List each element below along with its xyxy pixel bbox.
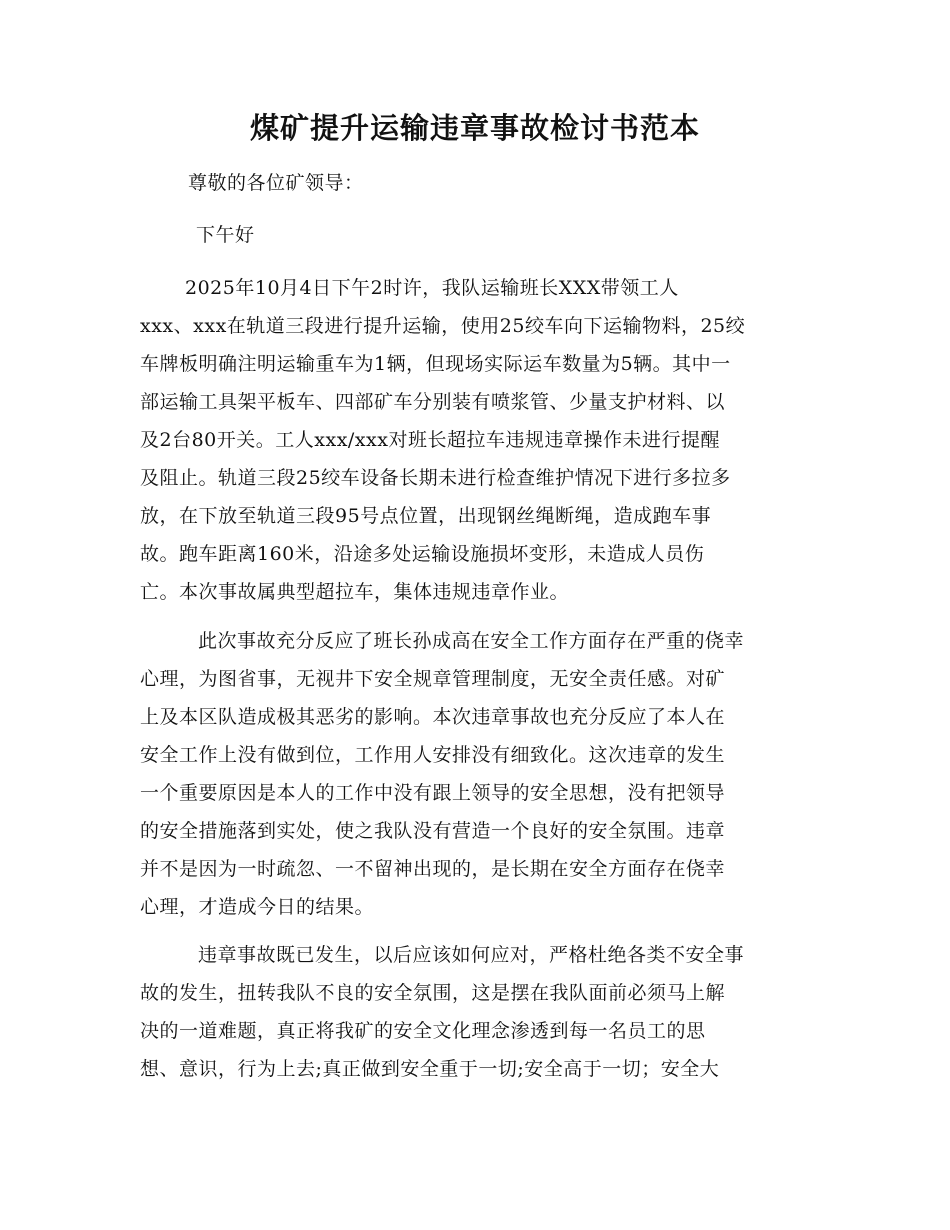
paragraph-2-line-4: 安全工作上没有做到位，工作用人安排没有细致化。这次违章的发生: [140, 744, 726, 766]
paragraph-3-line-2: 故的发生，扭转我队不良的安全氛围，这是摆在我队面前必须马上解: [140, 982, 726, 1004]
greeting: 下午好: [196, 224, 255, 246]
paragraph-2-line-8: 心理，才造成今日的结果。: [140, 896, 375, 918]
paragraph-2-line-2: 心理，为图省事，无视井下安全规章管理制度，无安全责任感。对矿: [140, 668, 726, 690]
paragraph-3-line-4: 想、意识，行为上去;真正做到安全重于一切;安全高于一切；安全大: [140, 1058, 720, 1080]
paragraph-3-line-1: 违章事故既已发生，以后应该如何应对，严格杜绝各类不安全事: [198, 944, 745, 966]
paragraph-1-line-6: 及阻止。轨道三段25绞车设备长期未进行检查维护情况下进行多拉多: [140, 467, 731, 489]
paragraph-1-line-1: 2025年10月4日下午2时许，我队运输班长XXX带领工人: [185, 277, 679, 299]
paragraph-3-line-3: 决的一道难题，真正将我矿的安全文化理念渗透到每一名员工的思: [140, 1020, 706, 1042]
paragraph-1-line-5: 及2台80开关。工人xxx/xxx对班长超拉车违规违章操作未进行提醒: [140, 429, 720, 451]
paragraph-1-line-8: 故。跑车距离160米，沿途多处运输设施损坏变形，未造成人员伤: [140, 543, 705, 565]
paragraph-1-line-3: 车牌板明确注明运输重车为1辆，但现场实际运车数量为5辆。其中一: [140, 353, 731, 375]
paragraph-1-line-2: xxx、xxx在轨道三段进行提升运输，使用25绞车向下运输物料，25绞: [140, 315, 746, 337]
paragraph-2-line-6: 的安全措施落到实处，使之我队没有营造一个良好的安全氛围。违章: [140, 820, 726, 842]
paragraph-1-line-9: 亡。本次事故属典型超拉车，集体违规违章作业。: [140, 581, 570, 603]
salutation: 尊敬的各位矿领导：: [188, 172, 364, 194]
paragraph-2-line-1: 此次事故充分反应了班长孙成高在安全工作方面存在严重的侥幸: [198, 630, 745, 652]
paragraph-2-line-5: 一个重要原因是本人的工作中没有跟上领导的安全思想，没有把领导: [140, 782, 726, 804]
paragraph-1-line-4: 部运输工具架平板车、四部矿车分别装有喷浆管、少量支护材料、以: [140, 391, 726, 413]
document-title: 煤矿提升运输违章事故检讨书范本: [249, 111, 700, 145]
paragraph-1-line-7: 放，在下放至轨道三段95号点位置，出现钢丝绳断绳，造成跑车事: [140, 505, 712, 527]
paragraph-2-line-7: 并不是因为一时疏忽、一不留神出现的，是长期在安全方面存在侥幸: [140, 858, 726, 880]
paragraph-2-line-3: 上及本区队造成极其恶劣的影响。本次违章事故也充分反应了本人在: [140, 706, 726, 728]
